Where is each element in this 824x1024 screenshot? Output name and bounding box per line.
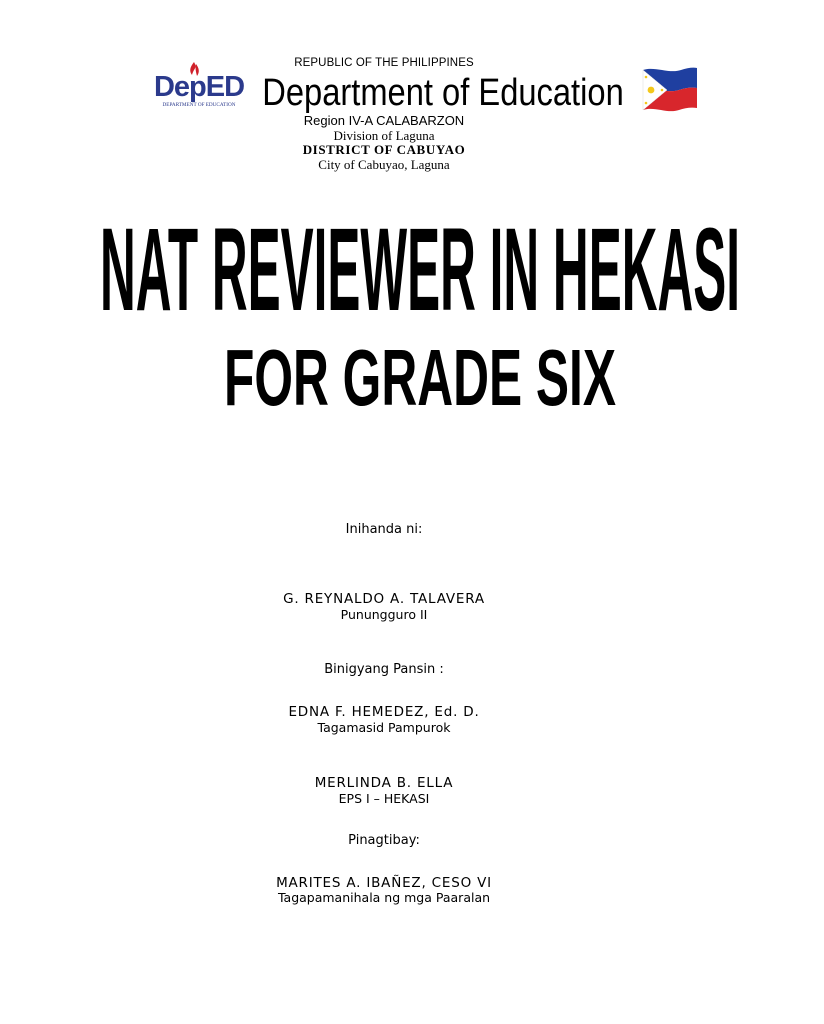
- title-line-2: FOR GRADE SIX: [224, 333, 616, 422]
- preparer-name: G. REYNALDO A. TALAVERA: [283, 591, 485, 607]
- noter1-name: EDNA F. HEMEDEZ, Ed. D.: [288, 704, 480, 720]
- approver-role: Tagapamanihala ng mga Paaralan: [277, 890, 491, 905]
- department-heading: Department of Education: [262, 72, 624, 114]
- prepared-by-label: Inihanda ni:: [345, 522, 423, 537]
- approved-by-label: Pinagtibay:: [348, 833, 420, 848]
- approver-name: MARITES A. IBAÑEZ, CESO VI: [276, 875, 492, 891]
- city-text: City of Cabuyao, Laguna: [318, 157, 450, 172]
- noter2-role: EPS I – HEKASI: [338, 791, 430, 806]
- region-text: Region IV-A CALABARZON: [303, 113, 465, 128]
- division-text: Division of Laguna: [333, 128, 435, 143]
- logo-text: DepED: [153, 71, 245, 103]
- preparer-role: Punungguro II: [340, 607, 428, 622]
- republic-heading: REPUBLIC OF THE PHILIPPINES: [294, 57, 474, 69]
- title-line-1: NAT REVIEWER IN HEKASI: [100, 204, 740, 336]
- noter2-name: MERLINDA B. ELLA: [314, 775, 454, 791]
- title-wordart: [90, 190, 750, 420]
- noter1-role: Tagamasid Pampurok: [317, 720, 451, 735]
- logo-subtext: DEPARTMENT OF EDUCATION: [162, 102, 236, 108]
- noted-by-label: Binigyang Pansin :: [324, 662, 444, 677]
- district-text: DISTRICT OF CABUYAO: [302, 142, 466, 157]
